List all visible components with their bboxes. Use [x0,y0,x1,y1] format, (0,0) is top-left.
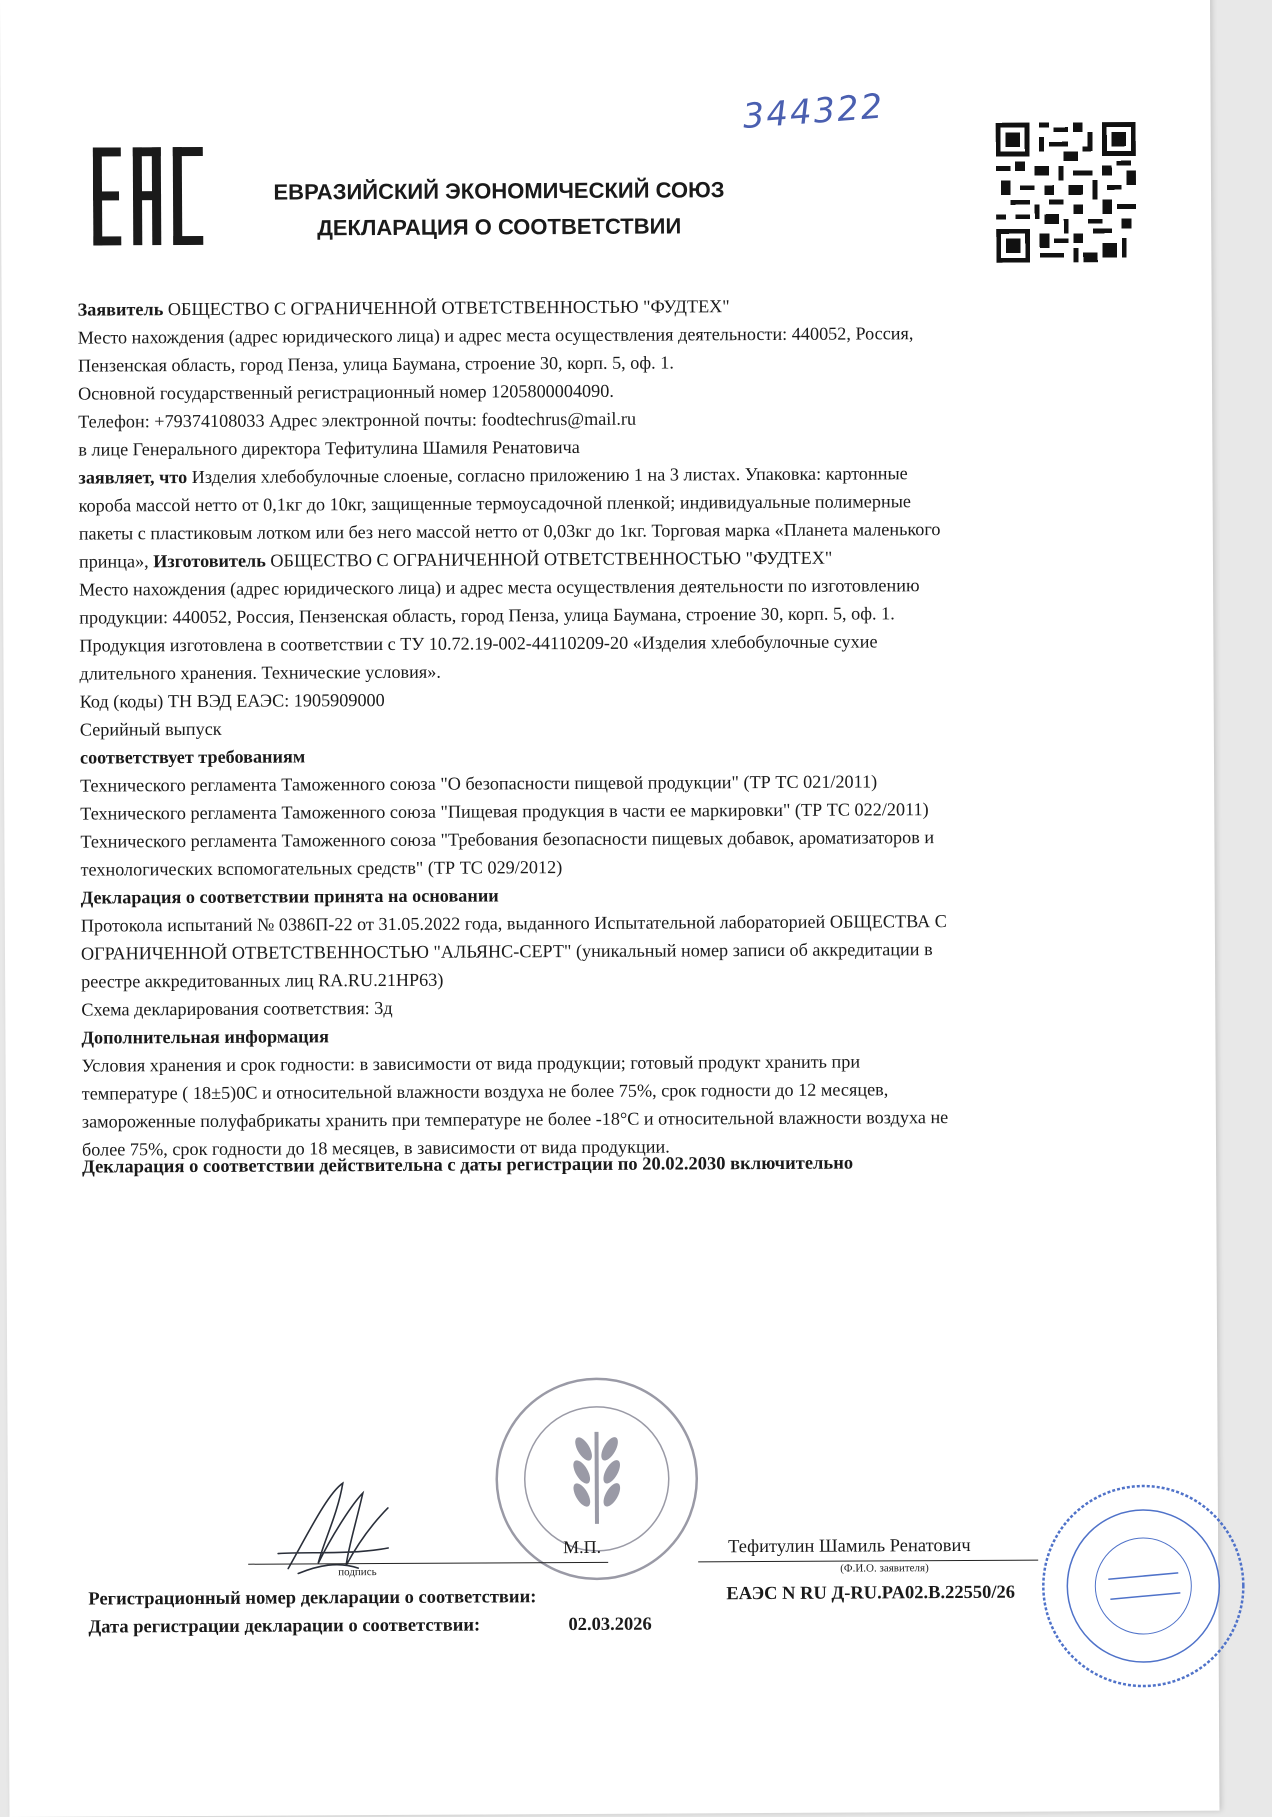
signature [268,1473,399,1584]
registration-number: ЕАЭС N RU Д-RU.PA02.B.22550/26 [726,1582,1016,1605]
applicant-name: Тефитулин Шамиль Ренатович [728,1535,971,1558]
signature-label: подпись [338,1566,377,1579]
declares-line: заявляет, что Изделия хлебобулочные слоеные, согласно приложению 1 на 3 листах. Упаковка: картонные [78,463,908,488]
basis-heading: Декларация о соответствии принята на основании [80,885,499,908]
declaration-body: Заявитель ОБЩЕСТВО С ОГРАНИЧЕННОЙ ОТВЕТСТВЕННОСТЬЮ "ФУДТЕХ" Место нахождения (адрес юридического лица) и адрес места осуществления деятельности: 440052, Россия, Пензенская область, город Пенза, улица Баумана, строение 30, корп. 5, оф. 1. Основной государственный регистрационный номер 1205800004090. Телефон: +79374108033 Адрес электронной почты: foodtechrus@mail.ru в лице Генерального директора Тефитулина Шамиля Ренатовича заявляет, что Изделия хлебобулочные слоеные, согласно приложению 1 на 3 листах. Упаковка: картонные короба массой нетто от 0,1кг до 10кг, защищенные термоусадочной пленкой; индивидуальные полимерные пакеты с пластиковым лотком или без него массой нетто от 0,03кг до 1кг. Торговая марка «Планета маленького принца», Изготовитель ОБЩЕСТВО С ОГРАНИЧЕННОЙ ОТВЕТСТВЕННОСТЬЮ "ФУДТЕХ" Место нахождения (адрес юридического лица) и адрес места осуществления деятельности по изготовлению продукции: 440052, Россия, Пензенская область, город Пенза, улица Баумана, строение 30, корп. 5, оф. 1. Продукция изготовлена в соответствии с ТУ 10.72.19-002-44110209-20 «Изделия хлебобулочные сухие длительного хранения. Технические условия». Код (коды) ТН ВЭД ЕАЭС: 1905909000 Серийный выпуск соответствует требованиям Технического регламента Таможенного союза "О безопасности пищевой продукции" (ТР ТС 021/2011) Технического регламента Таможенного союза "Пищевая продукция в части ее маркировки" (ТР ТС 022/2011) Технического регламента Таможенного союза "Требования безопасности пищевых добавок, ароматизаторов и технологических вспомогательных средств" (ТР ТС 029/2012) Декларация о соответствии принята на основании Протокола испытаний № 0386П-22 от 31.05.2022 года, выданного Испытательной лабораторией ОБЩЕСТВА С ОГРАНИЧЕННОЙ ОТВЕТСТВЕННОСТЬЮ "АЛЬЯНС-СЕРТ" (уникальный номер записи об аккредитации в реестре аккредитованных лиц RA.RU.21НР63) Схема декларирования соответствия: 3д Дополнительная информация Условия хранения и срок годности: в зависимости от вида продукции; готовый продукт хранить при температуре ( 18±5)0С и относительной влажности воздуха не более 75%, срок годности до 12 месяцев, замороженные полуфабрикаты хранить при температуре не более -18°С и относительной влажности воздуха не более 75%, срок годности до 18 месяцев, в зависимости от вида продукции. [78,290,1143,1164]
handwritten-number: 344322 [741,86,886,138]
validity-statement: Декларация о соответствии действительна с даты регистрации по 20.02.2030 включительно [82,1153,854,1178]
manufacturer-line: принца», Изготовитель ОБЩЕСТВО С ОГРАНИЧЕННОЙ ОТВЕТСТВЕННОСТЬЮ "ФУДТЕХ" [78,547,833,572]
fio-label: (Ф.И.О. заявителя) [840,1562,929,1575]
document-title: ДЕКЛАРАЦИЯ О СООТВЕТСТВИИ [317,213,682,241]
seal-label: М.П. [563,1536,602,1558]
applicant-line: Заявитель ОБЩЕСТВО С ОГРАНИЧЕННОЙ ОТВЕТСТВЕННОСТЬЮ "ФУДТЕХ" [77,296,730,320]
union-title: ЕВРАЗИЙСКИЙ ЭКОНОМИЧЕСКИЙ СОЮЗ [273,177,725,205]
qr-code [996,122,1137,263]
eac-logo [93,147,206,246]
registration-date: 02.03.2026 [568,1614,652,1636]
requirements-heading: соответствует требованиям [79,746,306,768]
additional-heading: Дополнительная информация [81,1026,330,1048]
certification-seal-stamp [1038,1480,1249,1691]
document-header [229,172,769,247]
registration-date-label: Дата регистрации декларации о соответствии: [88,1615,481,1638]
registration-number-label: Регистрационный номер декларации о соответствии: [88,1587,537,1610]
